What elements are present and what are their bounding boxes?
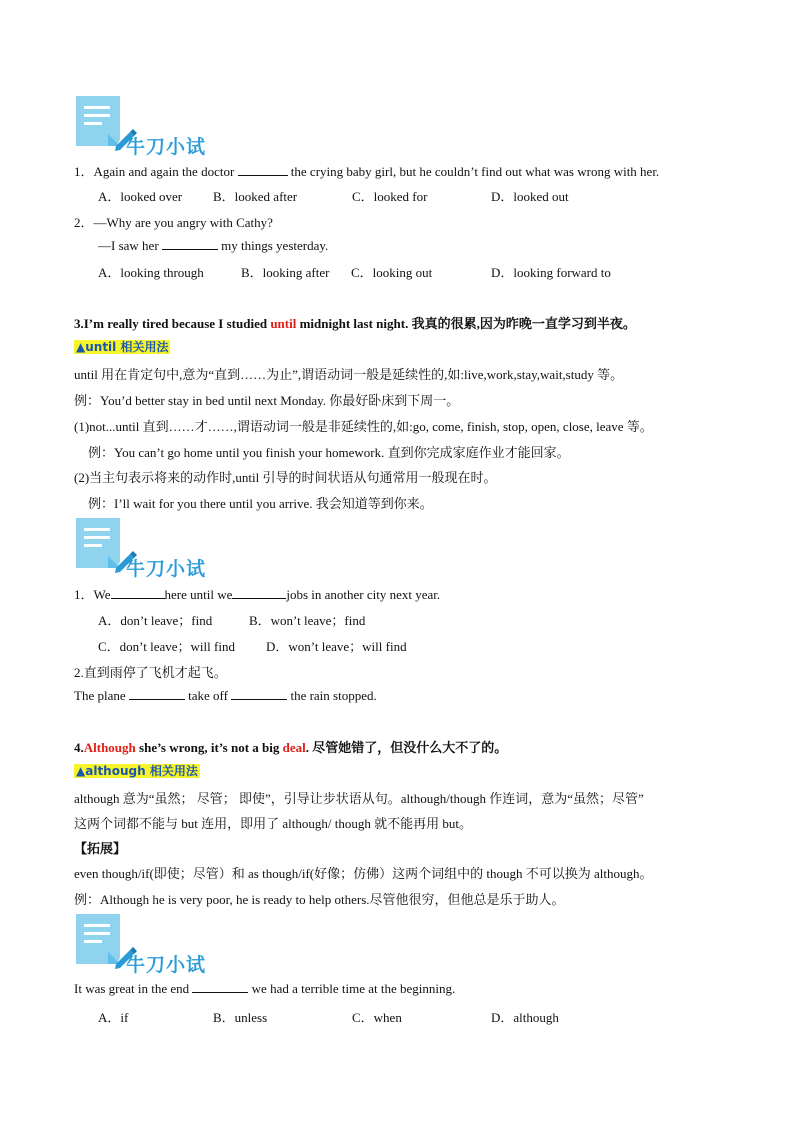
example-line: 例：I’ll wait for you there until you arrive. 我会知道等到你来。 [88, 496, 433, 511]
question-2: 2.直到雨停了飞机才起飞。 [74, 665, 227, 680]
badge-title: 牛刀小试 [126, 558, 207, 580]
section-badge [76, 914, 206, 974]
option-c: C．looked for [352, 189, 428, 204]
question-2-line2: —I saw her my things yesterday. [98, 238, 329, 253]
example-line: 例：You can’t go home until you finish your homework. 直到你完成家庭作业才能回家。 [88, 445, 570, 460]
point-3-heading: 3.I’m really tired because I studied until midnight last night. 我真的很累,因为昨晚一直学习到半夜。 [74, 316, 636, 331]
section-badge [76, 96, 206, 156]
badge-title: 牛刀小试 [126, 954, 207, 976]
body-line: although 意为“虽然； 尽管； 即使”，引导让步状语从句。although/though 作连词，意为“虽然；尽管” [74, 791, 644, 806]
although-usage-tag: ▲although 相关用法 [76, 764, 198, 778]
option-c: C．when [352, 1010, 402, 1025]
body-line: (1)not...until 直到……才……,谓语动词一般是非延续性的,如:go, come, finish, stop, open, close, leave 等。 [74, 419, 653, 434]
option-d: D．won’t leave；will find [266, 639, 407, 654]
option-a: A．don’t leave；find [98, 613, 213, 628]
extension-heading: 【拓展】 [74, 841, 127, 856]
body-line: until 用在肯定句中,意为“直到……为止”,谓语动词一般是延续性的,如:live,work,stay,wait,study 等。 [74, 367, 624, 382]
option-b: B．looked after [213, 189, 298, 204]
until-usage-tag: ▲until 相关用法 [76, 340, 169, 354]
question-2-line1: 2．—Why are you angry with Cathy? [74, 215, 273, 230]
option-c: C．don’t leave；will find [98, 639, 235, 654]
badge-title: 牛刀小试 [126, 136, 207, 158]
body-line: (2)当主句表示将来的动作时,until 引导的时间状语从句通常用一般现在时。 [74, 470, 497, 485]
option-a: A．looking through [98, 265, 204, 280]
option-c: C．looking out [351, 265, 433, 280]
question-1: 1．Again and again the doctor the crying baby girl, but he couldn’t find out what was wrong with her. [74, 164, 660, 179]
option-d: D．looking forward to [491, 265, 611, 280]
question-1: It was great in the end we had a terrible time at the beginning. [74, 981, 456, 996]
option-a: A．if [98, 1010, 129, 1025]
option-a: A．looked over [98, 189, 183, 204]
point-4-heading: 4.Although she’s wrong, it’s not a big deal. 尽管她错了，但没什么大不了的。 [74, 740, 508, 755]
example-line: 例：You’d better stay in bed until next Monday. 你最好卧床到下周一。 [74, 393, 460, 408]
option-b: B．looking after [241, 265, 330, 280]
option-d: D．looked out [491, 189, 569, 204]
example-line: 例：Although he is very poor, he is ready to help others.尽管他很穷，但他总是乐于助人。 [74, 892, 565, 907]
section-badge [76, 518, 206, 578]
question-1: 1．We here until we jobs in another city next year. [74, 587, 441, 602]
option-b: B．won’t leave；find [249, 613, 366, 628]
question-2-answer-line: The plane take off the rain stopped. [74, 688, 377, 703]
option-d: D．although [491, 1010, 559, 1025]
body-line: 这两个词都不能与 but 连用，即用了 although/ though 就不能再用 but。 [74, 816, 472, 831]
option-b: B．unless [213, 1010, 268, 1025]
body-line: even though/if(即使；尽管）和 as though/if(好像；仿佛）这两个词组中的 though 不可以换为 although。 [74, 866, 653, 881]
